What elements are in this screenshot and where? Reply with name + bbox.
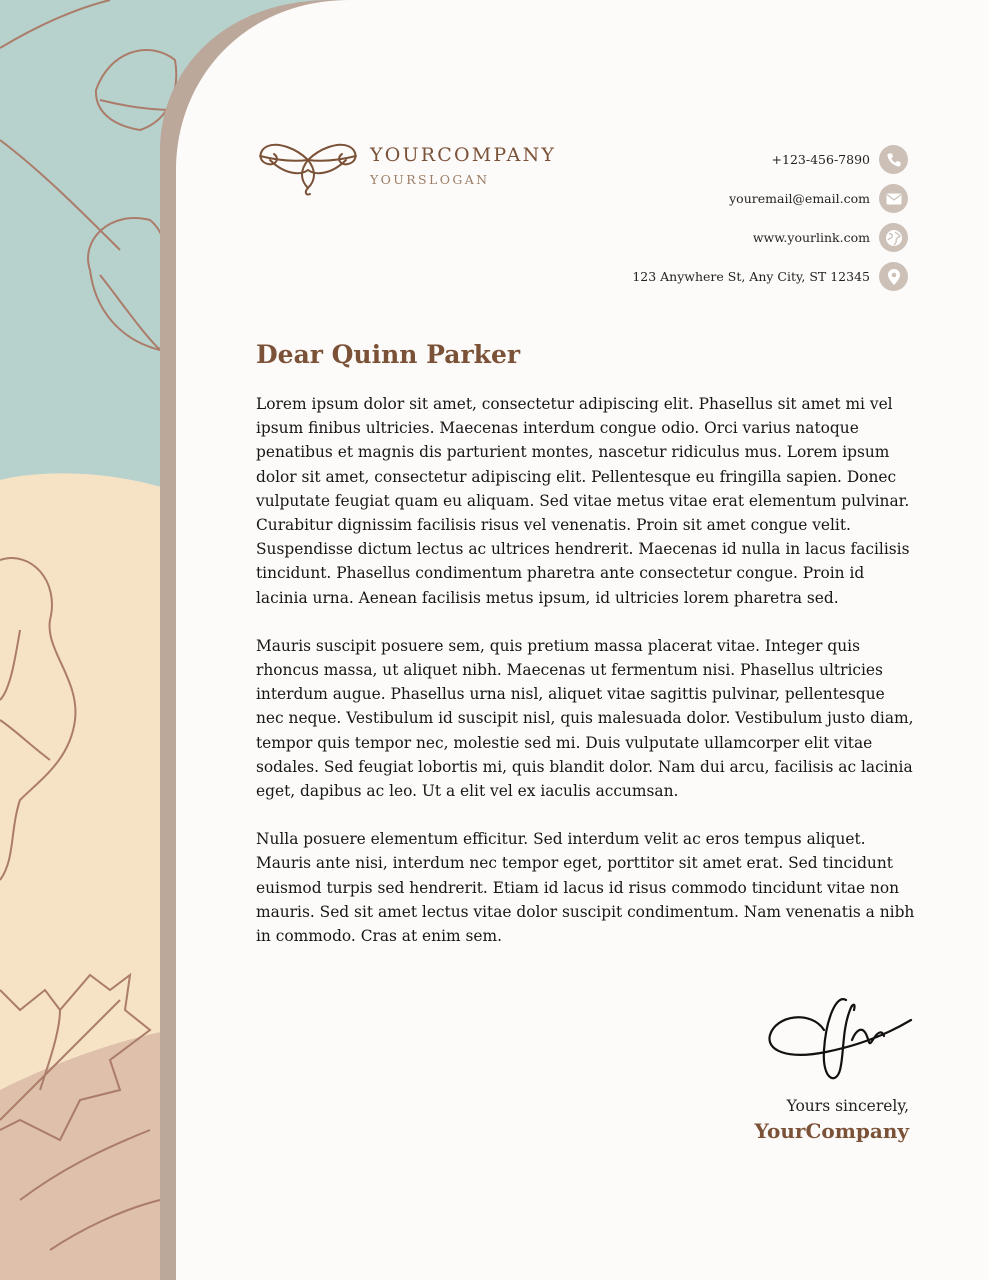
letter-body xyxy=(256,392,916,972)
body-paragraph: Nulla posuere elementum efficitur. Sed interdum velit ac eros tempus aliquet. Mauris ante nisi, interdum nec tempor eget, porttitor sit amet erat. Sed tincidunt euismod turpis sed hendrerit. Etiam id lacus id risus commodo tincidunt vitae non mauris. Sed sit amet lectus vitae dolor suscipit condimentum. Nam venenatis a nibh in commodo. Cras at enim sem. xyxy=(256,830,915,946)
closing-company: YourCompany xyxy=(754,1119,909,1143)
contact-website xyxy=(508,218,908,257)
ornament-logo-icon xyxy=(256,136,360,198)
contact-list xyxy=(508,140,908,296)
contact-address xyxy=(508,257,908,296)
contact-phone xyxy=(508,140,908,179)
email-address[interactable]: youremail@email.com xyxy=(729,191,870,206)
closing-line: Yours sincerely, xyxy=(786,1097,909,1115)
letter-greeting: Dear Quinn Parker xyxy=(256,340,521,369)
globe-icon xyxy=(879,223,908,252)
phone-number[interactable]: +123-456-7890 xyxy=(771,152,870,167)
street-address: 123 Anywhere St, Any City, ST 12345 xyxy=(632,269,870,284)
company-slogan: YOURSLOGAN xyxy=(370,172,490,187)
website-link[interactable]: www.yourlink.com xyxy=(752,230,870,245)
body-paragraph: Mauris suscipit posuere sem, quis pretium massa placerat vitae. Integer quis rhoncus massa, ut aliquet nibh. Maecenas ut fermentum nisi. Phasellus ultricies interdum augue. Phasellus urna nisl, aliquet vitae sagittis pulvinar, pellentesque nec neque. Vestibulum id suscipit nisl, quis malesuada dolor. Vestibulum justo diam, tempor quis tempor nec, molestie sed mi. Duis vulputate ullamcorper elit vitae sodales. Sed feugiat lobortis mi, quis blandit dolor. Nam dui arcu, facilisis ac lacinia eget, dapibus ac leo. Ut a elit vel ex iaculis accumsan. xyxy=(256,636,914,801)
body-paragraph: Lorem ipsum dolor sit amet, consectetur adipiscing elit. Phasellus sit amet mi vel ipsum finibus ultricies. Maecenas interdum congue odio. Orci varius natoque penatibus et magnis dis parturient montes, nascetur ridiculus mus. Lorem ipsum dolor sit amet, consectetur adipiscing elit. Pellentesque eu fringilla sapien. Donec vulputate feugiat quam eu aliquam. Sed vitae metus vitae erat elementum pulvinar. Curabitur dignissim facilisis risus vel venenatis. Proin sit amet congue velit. Suspendisse dictum lectus ac ultrices hendrerit. Maecenas id nulla in lacus facilisis tincidunt. Phasellus condimentum pharetra ante consectetur congue. Proin id lacinia urna. Aenean facilisis metus ipsum, id ultricies lorem pharetra sed. xyxy=(256,395,910,607)
handwritten-signature xyxy=(766,990,916,1090)
contact-email xyxy=(508,179,908,218)
location-icon xyxy=(879,262,908,291)
phone-icon xyxy=(879,145,908,174)
email-icon xyxy=(879,184,908,213)
company-name: YOURCOMPANY xyxy=(370,144,557,166)
